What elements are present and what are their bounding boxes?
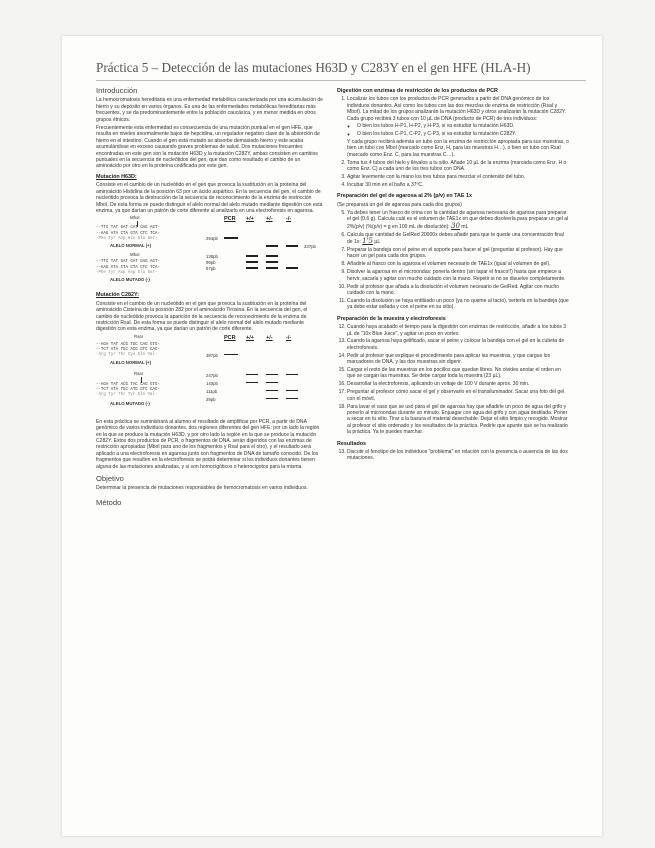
h63d-enzyme-label: MboI xyxy=(130,215,140,221)
c282y-band-111: 111pb xyxy=(206,388,218,394)
c282y-text: Consiste en el cambio de un nucleótido en el gen que provoca la sustitución en la proteína del aminoácido Cisteína de la posición 282 por el aminoácido Tirosina. En la secuencia del gen, el cambio de nucleótido provoca la aparición de la secuencia de reconocimiento de la enzima de restricción RsaI. De esta forma se puede distinguir el alelo normal del alelo mutado mediante digestión con esta enzima, ya que darían un patrón de corte diferente. xyxy=(96,300,308,333)
h63d-mut-band-237 xyxy=(286,245,298,247)
objetivo-heading: Objetivo xyxy=(96,474,124,483)
page-title: Práctica 5 – Detección de las mutaciones H63D y C283Y en el gen HFE (HLA-H) xyxy=(96,60,531,75)
c282y-het-band-140 xyxy=(266,382,278,384)
step-10: 10. Pedir al profesor que añada a la disolución el volumen necesario de GelRed. Agitar con mucho cuidado con la mano. xyxy=(347,284,569,297)
h63d-band-237: 237pb xyxy=(304,244,316,250)
c282y-pcr-band xyxy=(224,354,238,356)
c282y-het-band-247 xyxy=(266,374,278,376)
step-5: 5. Ya debes tener un frasco de orina con la cantidad de agarosa necesaria de agarosa para preparar el gel (0.6 g). Calcula cuál es el volumen de TAE1x en que debes disolverla para preparar un gel al 2%(p/v) (%(p/v) = g en 100 mL de disolución): 30 mL xyxy=(347,210,569,230)
h63d-pcr-band xyxy=(224,237,238,239)
c282y-het-band-111 xyxy=(266,390,278,392)
h63d-text: Consiste en el cambio de un nucleótido en el gen que provoca la sustitución en la proteína del aminoácido Histidina de la posición 63 por un ácido aspártico. En la secuencia del gen, el cambio de nucleótido provoca la destrucción de la secuencia de reconocimiento de la enzima de restricción MboI. De esta forma se puede distinguir el alelo normal del alelo mutado mediante digestión con esta enzima, ya que darían un patrón de corte diferente al analizarlo en una electroforesis en agarosa. xyxy=(96,182,323,214)
c282y-gel-diagram xyxy=(96,335,324,415)
step-18: 18. Para lavar el vaso que se usó para el gel de agarosa hay que añadirle un poco de agua del grifo y ponerlo al microondas durante un minuto. Enjuagar con agua del grifo y con agua destilada. Poner a secar en tu sitio. Tirar a la basura el material desechable. Dejar el sitio limpio y recogido. Mostrar al profesor el sitio ordenado y los resultados de la práctica. Pedirle que apunte que se ha realizado la práctica. Ya te puedes marchar. xyxy=(347,404,569,436)
c282y-heading: Mutación C282Y: xyxy=(96,292,140,299)
h63d-band-57: 57pb xyxy=(206,266,216,272)
c282y-enzyme-label-2: RsaI xyxy=(134,370,143,376)
gel-prep-steps xyxy=(337,210,569,311)
gel-prep-heading: Preparación del gel de agarosa al 2% (p/v) en TAE 1x xyxy=(337,193,473,200)
c282y-mut-band-247 xyxy=(286,374,298,376)
handwritten-gelred: 1'5 xyxy=(362,237,373,246)
c282y-band-140: 140pb xyxy=(206,380,218,386)
c282y-normal-label: ALELO NORMAL (+) xyxy=(110,359,152,365)
c282y-band-29: 29pb xyxy=(206,396,216,402)
c282y-mutant-sequence: --AGA TAT ACG TAC CAG GTG- --TCT ATA TGC ATG GTC CAC- -Arg Tyr Thr Tyr Gln Val- xyxy=(96,382,160,398)
step-12: 12. Cuando haya acabado el tiempo para la digestión con enzimas de restricción, añadir a los tubos 3 µL de "10x Blue Juice", y agitar un poco en vortex. xyxy=(347,324,569,337)
sample-prep-steps xyxy=(337,324,569,436)
step-17: 17. Preguntar al profesor cómo sacar el gel y observarlo en el transiluminador. Sacar una foto del gel con el móvil. xyxy=(347,389,569,402)
digestion-steps xyxy=(337,96,569,188)
step-2: 2. Toma tus 4 tubos del hielo y llévalos a tu sitio. Añade 10 µL de la enzima (marcada como Enz. H o como Enz. C) a cada uno de los tres tubos con DNA. xyxy=(347,160,569,173)
h63d-mutant-label: ALELO MUTADO (-) xyxy=(110,277,150,283)
h63d-gel-header-het: +/- xyxy=(266,216,273,223)
c282y-wt-band-140 xyxy=(246,382,258,384)
intro-paragraph-1: La hemocromatosis hereditaria es una enfermedad metabólica caracterizada por una acumulación de hierro y su depósito en varios órganos. Es una de las enfermedades metabólicas hereditarias más frecuentes, y se da predominantemente entre la población caucásica, y en menor medida en otros grupos étnicos. xyxy=(96,97,323,123)
c282y-gel-header-mut: -/- xyxy=(286,334,292,341)
summary-text: En esta práctica se suministrará al alumno el resultado de amplificar por PCR, a partir de DNA genómico de varios individuos donantes, dos regiones diferentes del gen HFE: por un lado la región en la que se produce la mutación H63D, y por otro lado la región en la que se produce la mutación C282Y. Estos dos productos de PCR, o fragmentos de DNA, serán digeridos con las enzimas de restricción apropiadas (MboI para uno de los fragmentos y RsaI para el otro), y el resultado será aplicado a una electroforesis en agarosa junto con fragmentos de DNA de tamaño conocido. De los fragmentos que resulten en la electroforesis se podrá determinar si los individuos donantes tienen alguna de las mutaciones analizadas, y si son homocigóticos o heterocigotos para la misma. xyxy=(96,418,320,470)
sample-prep-heading: Preparación de la muestra y electroforesis xyxy=(337,315,446,322)
right-column xyxy=(337,88,569,463)
step-6: 6. Calcula que cantidad de GelRed 20000x debes añadir para que te quede una concentración final de 1x: 1'5 µL xyxy=(347,232,569,246)
c282y-mut-band-29 xyxy=(286,398,298,400)
step-4: 4. Incubar 30 min en el baño a 37ºC. xyxy=(347,182,569,188)
resultados-step-13: 13. Discutir el fenotipo de los individuos "problema" en relación con la presencia o ausencia de las dos mutaciones. xyxy=(347,449,569,462)
step-11: 11. Cuando la disolución se haya entibiado un poco (ya no queme al tacto), verterla en la bandeja (que ya debe estar sellada y con el peine en su sitio). xyxy=(347,298,569,311)
step-9: 9. Disolver la agarosa en el microondas: ponerla dentro (sin tapar el frasco!!) hasta que empiece a hervir, sacarla y agitar con mucho cuidado con la mano. Repetir si no se disuelve completamente. xyxy=(347,269,569,282)
objetivo-text: Determinar la presencia de mutaciones responsables de hemocromatosis en varios individuos. xyxy=(96,485,308,492)
h63d-wt-band-57 xyxy=(246,267,258,269)
h63d-band-99: 99pb xyxy=(206,260,216,266)
h63d-band-138: 138pb xyxy=(206,254,218,260)
step-16: 16. Desarrollar la electroforesis, aplicando un voltaje de 100 V durante aprox. 30 min. xyxy=(347,381,569,387)
title-divider xyxy=(96,80,586,81)
h63d-gel-diagram xyxy=(96,216,324,288)
document-page xyxy=(62,36,602,836)
c282y-gel-header-het: +/- xyxy=(266,334,273,341)
intro-heading: Introducción xyxy=(96,86,138,95)
h63d-enzyme-label-2: MboI xyxy=(130,252,140,258)
h63d-normal-sequence: --TTC TAT GAT CAT GAG AGT- --AAG ATA CTA GTA CTC TCA- -Phe Tyr Asp His Glu Ser- xyxy=(96,226,160,241)
h63d-het-band-57 xyxy=(266,267,278,269)
h63d-gel-header-mut: -/- xyxy=(286,216,292,223)
digestion-heading: Digestión con enzimas de restricción de los productos de PCR xyxy=(337,88,498,94)
c282y-mut-band-111 xyxy=(286,390,298,392)
step-14: 14. Pedir al profesor que explique el procedimiento para aplicar las muestras, y que cargue los marcadores de DNA, y las dos muestras sin digerir. xyxy=(347,353,569,366)
h63d-heading: Mutación H63D: xyxy=(96,173,137,180)
h63d-gel-header-wt: +/+ xyxy=(246,216,254,223)
metodo-heading: Método xyxy=(96,497,122,507)
c282y-band-247: 247pb xyxy=(206,372,218,378)
c282y-gel-header-pcr: PCR xyxy=(224,334,236,341)
intro-paragraph-2: Frecuentemente esta enfermedad es consecuencia de una mutación puntual en el gen HFE, que resulta en niveles anormalmente bajos de hepcidina, un regulador negativo clave de la absorción de hierro en el intestino. Cuando el gen está mutado se absorbe demasiado hierro y este acaba acumulándose en exceso causando graves problemas de salud. Dos mutaciones frecuentes encontradas en este gen son la mutación H63D y la mutación C282Y, ambas consisten en cambios puntuales en la secuencia de nucleótidos del gen, que dan como resultado el cambio de un aminoácido por otro en la proteína codificada por este gen. xyxy=(96,125,320,170)
c282y-normal-sequence: --AGA TAT ACG TGC CAG GTG- --TCT ATA TGC ACG GTC CAC- -Arg Tyr Thr Cys Gln Val- xyxy=(96,342,160,358)
step-7: 7. Preparar la bandeja con el peine en el soporte para hacer el gel (preguntar al profesor). Hay que hacer un gel para cada dos grupos. xyxy=(347,247,569,260)
resultados-heading: Resultados xyxy=(337,440,367,447)
tube-option-c: ◦ O bien los tubos C-P1, C-P2, y C-P3, si va estudiar la mutación C282Y. xyxy=(357,131,569,137)
c282y-het-band-29 xyxy=(266,398,278,400)
h63d-het-band-99 xyxy=(266,261,278,263)
tube-options xyxy=(347,123,569,137)
h63d-wt-band-99 xyxy=(246,261,258,263)
gel-prep-subtitle: (Se preparará un gel de agarosa para cada dos grupos) xyxy=(337,201,462,208)
tube-option-h: ◦ O bien los tubos H-P1, H-P2, y H-P3, si va estudiar la mutación H63D. xyxy=(357,123,569,129)
h63d-het-band-237 xyxy=(266,245,278,247)
h63d-normal-label: ALELO NORMAL (+) xyxy=(110,243,152,249)
c282y-wt-band-247 xyxy=(246,374,258,376)
h63d-mutant-sequence: --TTC TAT GAT GAT GAG AGT- --AAG ATA CTA CTA CTC TCA- -Phe Tyr Asp Asp Glu Ser- xyxy=(96,260,160,275)
h63d-mut-band-57 xyxy=(286,267,298,269)
resultados-steps xyxy=(337,449,569,462)
step-13: 13. Cuando la agarosa haya gelificado, sacar el peine y colocar la bandeja con el gel en la cubeta de electroforesis. xyxy=(347,338,569,351)
step-1: 1. Localizar los tubos con los productos de PCR generados a partir del DNA genómico de los individuos donantes. Así como los tubos con las dos mezclas de enzima de restricción (RsaI y MboI). La mitad de los grupos analizarán la mutación H63D y otros analizarán la mutación C282Y. Cada grupo recibirá 3 tubos con 10 µL de DNA (producto de PCR) de tres individuos: ◦ O bien los tubos H-P1, H-P2, y H-P3, si va estudiar la mutación H63D. ◦ O bien los tubos C-P1, C-P2, y C-P3, si va estudiar la mutación C282Y. Y cada grupo recibirá además un tubo con la enzima de restricción apropiada para sus muestras, o bien un tubo con MboI (marcado como Enz. H, para las muestras H…), o bien un tubo con RsaI (marcado como Enz. C, para las muestras C…). xyxy=(347,96,569,158)
c282y-enzyme-label: RsaI xyxy=(134,333,143,339)
c282y-gel-header-wt: +/+ xyxy=(246,334,254,341)
left-column xyxy=(96,88,324,509)
h63d-band-294: 294pb xyxy=(206,236,218,242)
step-3: 3. Agitar levemente con la mano los tres tubos para mezclar el contenido del tubo. xyxy=(347,174,569,180)
h63d-gel-header-pcr: PCR xyxy=(224,216,236,223)
step-15: 15. Cargar el resto de las muestras en los pocillos que quedan libres. No olvides anotar el orden en que se cargan las muestras. Se debe cargar toda la muestra (23 µL). xyxy=(347,367,569,380)
c282y-mutant-label: ALELO MUTADO (-) xyxy=(110,400,150,406)
h63d-wt-band-138 xyxy=(246,255,258,257)
step-8: 8. Añadirle al frasco con la agarosa el volumen necesario de TAE1x (igual al volumen de gel). xyxy=(347,261,569,267)
c282y-band-387: 387pb xyxy=(206,352,218,358)
handwritten-volume: 30 xyxy=(451,221,460,230)
h63d-het-band-138 xyxy=(266,255,278,257)
